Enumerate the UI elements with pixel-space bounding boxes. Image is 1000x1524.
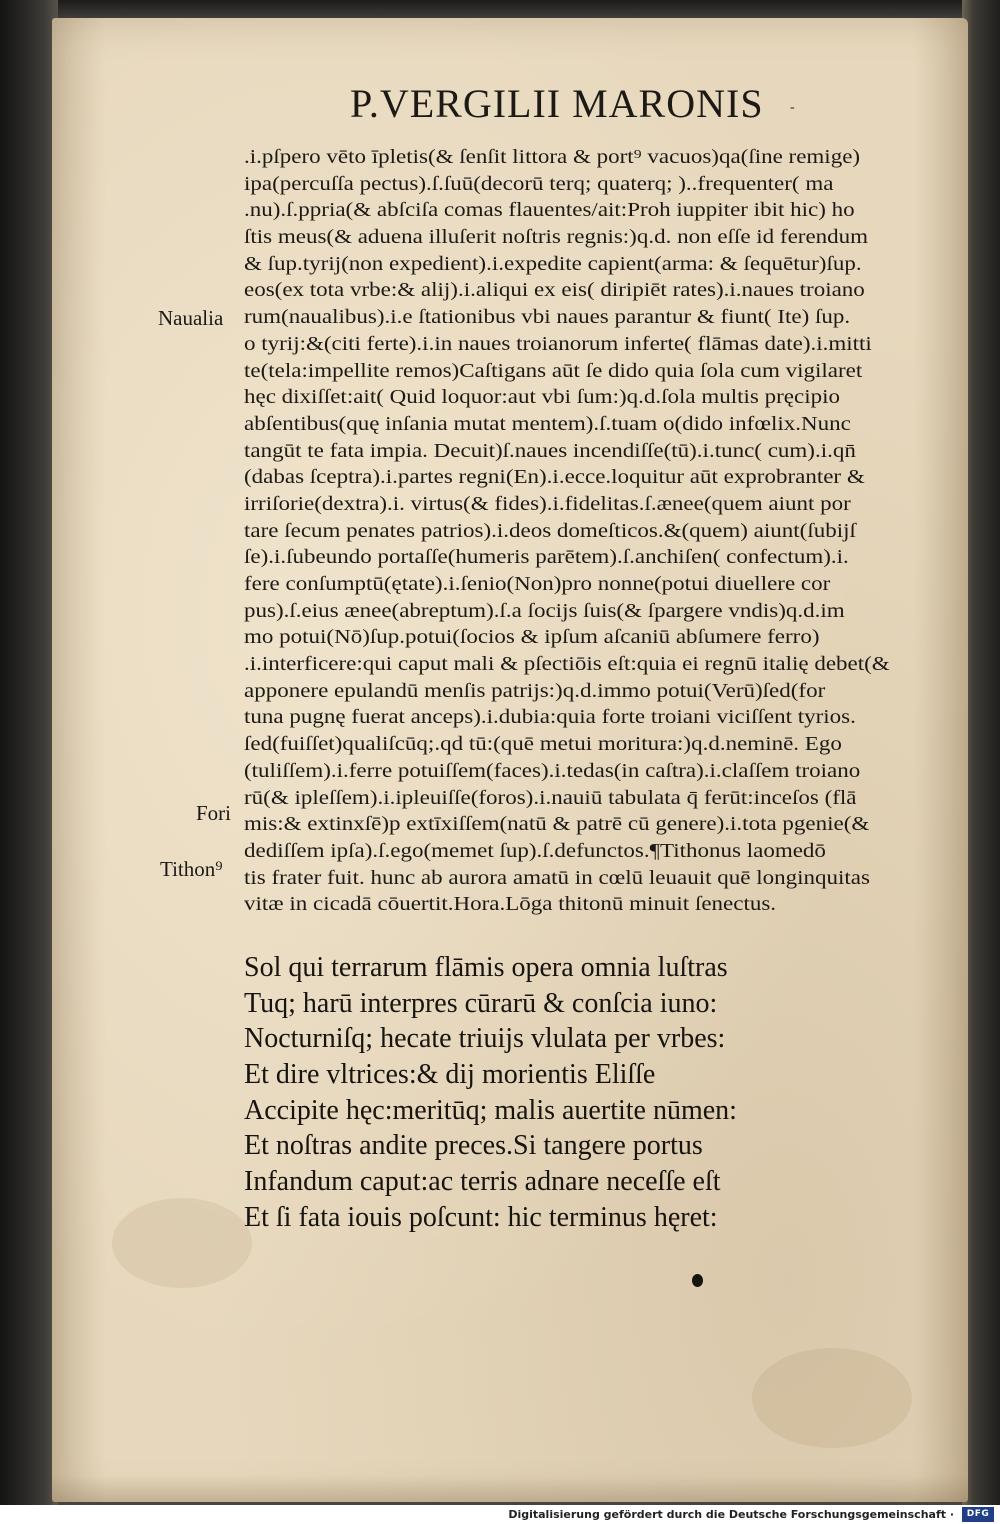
paper-stain [112,1198,252,1288]
commentary-text-block [244,144,944,918]
marginal-note-naualia: Naualia [158,306,224,330]
commentary-line: apponere epulandū menſis patrijs:)q.d.immo potui(Verū)ſed(for [244,679,826,702]
footer-credit: Digitalisierung gefördert durch die Deutsche Forschungsgemeinschaft · [508,1508,954,1521]
verse-line: Nocturniſq; hecate triuijs vlulata per vrbes: [244,1023,726,1055]
end-ornament-dot [692,1274,703,1287]
marginal-note-tithon: Tithon⁹ [160,857,223,881]
commentary-line: hęc dixiſſet:ait( Quid loquor:aut vbi ſum:)q.d.ſola multis pręcipio [244,386,840,409]
verse-line: Accipite hęc:meritūq; malis auertite nūmen: [244,1094,737,1126]
commentary-line: te(tela:impellite remos)Caſtigans aūt ſe dido quia ſola cum vigilaret [244,359,863,382]
commentary-line: ſe).i.ſubeundo portaſſe(humeris parētem).ſ.anchiſen( confectum).i. [244,546,849,569]
commentary-line: rū(& ipleſſem).i.ipleuiſſe(foros).i.nauiū tabulata q̄ ferūt:inceſos (flā [244,786,857,809]
commentary-line: .i.pſpero vēto īpletis(& ſenſit littora & port⁹ vacuos)qa(ſine remige) [244,146,861,168]
commentary-line: & ſup.tyrij(non expedient).i.expedite capient(arma: & ſequētur)ſup. [244,252,862,275]
verse-text-block [244,950,944,1236]
commentary-line: o tyrij:&(citi ferte).i.in naues troianorum inferte( flāmas date).i.mitti [244,332,872,355]
commentary-line: ipa(percuſſa pectus).ſ.ſuū(decorū terq; quaterq; )..frequenter( ma [244,172,834,195]
verse-line: Infandum caput:ac terris adnare neceſſe eſt [244,1166,721,1198]
commentary-line: rum(naualibus).i.e ſtationibus vbi naues parantur & fiunt( Ite) ſup. [244,306,851,329]
commentary-line: abſentibus(quę inſania mutat mentem).ſ.tuam o(dido infœlix.Nunc [244,412,851,435]
commentary-line: (tuliſſem).i.ferre potuiſſem(faces).i.tedas(in caſtra).i.claſſem troiano [244,759,861,782]
commentary-line: mo potui(Nō)ſup.potui(ſocios & ipſum aſcaniū abſumere ferro) [244,626,820,649]
commentary-line: tuna pugnę fuerat anceps).i.dubia:quia forte troiani viciſſent tyrios. [244,706,856,729]
commentary-line: pus).ſ.eius ænee(abreptum).ſ.a ſocijs ſuis(& ſpargere vndis)q.d.im [244,599,845,622]
commentary-line: ſtis meus(& aduena illuſerit noſtris regnis:)q.d. non eſſe id ferendum [244,226,869,249]
verse-line: Et noſtras andite preces.Si tangere portus [244,1130,703,1162]
running-head: P.VERGILII MARONIS [350,81,764,126]
commentary-line: tangūt te fata impia. Decuit)ſ.naues incendiſſe(tū).i.tunc( cum).i.qn̄ [244,439,856,462]
verse-line: Sol qui terrarum flāmis opera omnia luſtras [244,952,728,983]
running-head-ornament: - [790,100,795,115]
paper-stain [752,1348,912,1448]
scan-binding-shadow [0,0,58,1510]
commentary-line: vitæ in cicadā cōuertit.Hora.Lōga thitonū minuit ſenectus. [244,893,777,916]
page-bottom-edge [52,1475,968,1505]
commentary-line: dediſſem ipſa).ſ.ego(memet ſup).ſ.defunctos.¶Tithonus laomedō [244,839,826,862]
commentary-line: tare ſecum penates patrios).i.deos domeſticos.&(quem) aiunt(ſubijſ [244,519,856,542]
commentary-line: .nu).ſ.ppria(& abſciſa comas flauentes/ait:Proh iuppiter ibit hic) ho [244,199,855,222]
commentary-line: (dabas ſceptra).i.partes regni(En).i.ecce.loquitur aūt exprobranter & [244,466,865,489]
commentary-line: ſed(fuiſſet)qualiſcūq;.qd tū:(quē metui moritura:)q.d.neminē. Ego [244,733,842,756]
verse-line: Et ſi fata iouis poſcunt: hic terminus hęret: [244,1201,718,1233]
commentary-line: tis frater fuit. hunc ab aurora amatū in cœlū leuauit quē longinquitas [244,866,870,889]
dfg-logo: DFG [962,1507,994,1522]
marginal-note-fori: Fori [196,801,232,825]
commentary-line: mis:& extinxſē)p extīxiſſem(natū & patrē cū genere).i.tota pgenie(& [244,813,870,836]
verse-line: Tuq; harū interpres cūrarū & conſcia iuno: [244,987,718,1019]
commentary-line: eos(ex tota vrbe:& alij).i.aliqui ex eis( diripiēt rates).i.naues troiano [244,279,865,302]
commentary-line: .i.interficere:qui caput mali & pſectiōis eſt:quia ei regnū italię debet(& [244,653,890,676]
commentary-line: irriſorie(dextra).i. virtus(& fides).i.fidelitas.ſ.ænee(quem aiunt por [244,492,851,515]
verse-line: Et dire vltrices:& dij morientis Eliſſe [244,1059,656,1091]
commentary-line: fere conſumptū(ętate).i.ſenio(Non)pro nonne(potui diuellere cor [244,573,831,595]
